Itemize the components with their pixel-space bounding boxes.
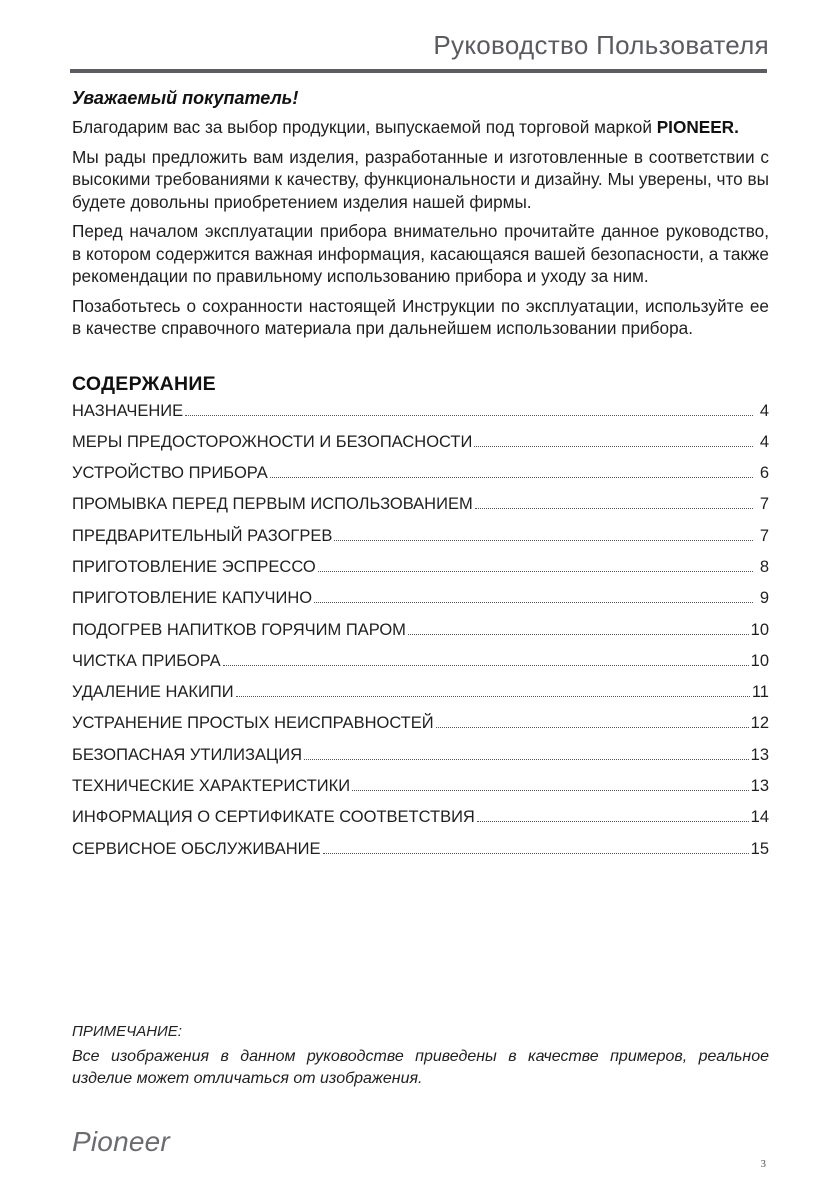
toc-entry-label: ТЕХНИЧЕСКИЕ ХАРАКТЕРИСТИКИ bbox=[72, 777, 351, 796]
toc-entry-label: ПРИГОТОВЛЕНИЕ КАПУЧИНО bbox=[72, 589, 313, 608]
toc-entry-page: 7 bbox=[759, 495, 769, 514]
page-content bbox=[72, 88, 769, 871]
document-title: Руководство Пользователя bbox=[433, 30, 769, 60]
toc-entry-label: БЕЗОПАСНАЯ УТИЛИЗАЦИЯ bbox=[72, 745, 302, 764]
toc-entry[interactable] bbox=[72, 495, 769, 526]
header-divider bbox=[70, 69, 767, 73]
intro-paragraph-3: Перед началом эксплуатации прибора внимательно прочитайте данное руководство, в котором содержится важная информация, касающаяся вашей безопасности, а также рекомендации по правильному использованию прибора и уходу за ним. bbox=[72, 221, 769, 286]
toc-entry[interactable] bbox=[72, 777, 769, 808]
intro-paragraph-1-text: Благодарим вас за выбор продукции, выпускаемой под торговой маркой bbox=[72, 117, 657, 137]
greeting-heading: Уважаемый покупатель! bbox=[72, 88, 299, 108]
toc-leader-dots bbox=[270, 476, 753, 478]
toc-entry-page: 11 bbox=[751, 683, 769, 702]
toc-leader-dots bbox=[475, 507, 753, 509]
toc-entry-page: 9 bbox=[759, 589, 769, 608]
toc-heading: СОДЕРЖАНИЕ bbox=[72, 372, 216, 395]
toc-entry-page: 10 bbox=[750, 620, 769, 639]
toc-entry[interactable] bbox=[72, 652, 769, 683]
toc-entry[interactable] bbox=[72, 714, 769, 745]
toc-entry-label: УСТРАНЕНИЕ ПРОСТЫХ НЕИСПРАВНОСТЕЙ bbox=[72, 714, 434, 733]
toc-leader-dots bbox=[323, 852, 749, 854]
intro-paragraph-1 bbox=[72, 116, 769, 139]
toc-entry-page: 10 bbox=[750, 651, 769, 670]
toc-entry-label: СЕРВИСНОЕ ОБСЛУЖИВАНИЕ bbox=[72, 839, 321, 858]
toc-leader-dots bbox=[334, 539, 753, 541]
toc-entry-label: УДАЛЕНИЕ НАКИПИ bbox=[72, 683, 234, 702]
toc-entry[interactable] bbox=[72, 402, 769, 433]
toc-entry-page: 4 bbox=[759, 401, 769, 420]
toc-entry[interactable] bbox=[72, 589, 769, 620]
toc-entry-page: 14 bbox=[750, 808, 769, 827]
toc-entry-page: 8 bbox=[759, 557, 769, 576]
toc-leader-dots bbox=[352, 789, 749, 791]
toc-leader-dots bbox=[223, 664, 749, 666]
toc-entry[interactable] bbox=[72, 558, 769, 589]
toc-leader-dots bbox=[474, 445, 753, 447]
toc-entry-page: 15 bbox=[750, 839, 769, 858]
toc-entry[interactable] bbox=[72, 527, 769, 558]
toc-leader-dots bbox=[318, 570, 753, 572]
toc-entry[interactable] bbox=[72, 808, 769, 839]
toc-leader-dots bbox=[236, 695, 750, 697]
toc-entry-page: 7 bbox=[759, 526, 769, 545]
toc-entry-label: ПРЕДВАРИТЕЛЬНЫЙ РАЗОГРЕВ bbox=[72, 526, 333, 545]
toc-entry[interactable] bbox=[72, 464, 769, 495]
toc-entry[interactable] bbox=[72, 840, 769, 871]
toc-entry-page: 6 bbox=[759, 464, 769, 483]
toc-leader-dots bbox=[408, 633, 749, 635]
intro-paragraph-2: Мы рады предложить вам изделия, разработанные и изготовленные в соответствии с высокими требованиями к качеству, функциональности и дизайну. Мы уверены, что вы будете довольны приобретением изделия нашей фирмы. bbox=[72, 146, 769, 212]
toc-leader-dots bbox=[436, 726, 749, 728]
toc-entry-page: 4 bbox=[759, 432, 769, 451]
toc-entry-label: ПРОМЫВКА ПЕРЕД ПЕРВЫМ ИСПОЛЬЗОВАНИЕМ bbox=[72, 495, 473, 514]
toc-leader-dots bbox=[314, 601, 753, 603]
toc-entry-label: НАЗНАЧЕНИЕ bbox=[72, 401, 184, 420]
toc-entry[interactable] bbox=[72, 683, 769, 714]
toc-entry-label: ПОДОГРЕВ НАПИТКОВ ГОРЯЧИМ ПАРОМ bbox=[72, 620, 406, 639]
pioneer-logo: Pioneer bbox=[72, 1126, 170, 1157]
toc-entry-label: МЕРЫ ПРЕДОСТОРОЖНОСТИ И БЕЗОПАСНОСТИ bbox=[72, 432, 473, 451]
table-of-contents bbox=[72, 402, 769, 871]
toc-entry[interactable] bbox=[72, 433, 769, 464]
toc-entry-label: ПРИГОТОВЛЕНИЕ ЭСПРЕССО bbox=[72, 557, 316, 576]
page-number: 3 bbox=[760, 1158, 766, 1170]
toc-leader-dots bbox=[185, 414, 753, 416]
brand-name: PIONEER. bbox=[656, 117, 739, 137]
toc-entry-label: УСТРОЙСТВО ПРИБОРА bbox=[72, 464, 268, 483]
toc-entry-label: ЧИСТКА ПРИБОРА bbox=[72, 651, 221, 670]
toc-entry-label: ИНФОРМАЦИЯ О СЕРТИФИКАТЕ СООТВЕТСТВИЯ bbox=[72, 808, 475, 827]
toc-entry-page: 12 bbox=[750, 714, 769, 733]
toc-entry-page: 13 bbox=[750, 745, 769, 764]
toc-entry[interactable] bbox=[72, 746, 769, 777]
toc-leader-dots bbox=[304, 758, 749, 760]
toc-entry[interactable] bbox=[72, 621, 769, 652]
note-label: ПРИМЕЧАНИЕ: bbox=[72, 1023, 182, 1040]
note-text: Все изображения в данном руководстве приведены в качестве примеров, реальное изделие может отличаться от изображения. bbox=[72, 1048, 769, 1087]
toc-leader-dots bbox=[477, 820, 749, 822]
intro-paragraph-4: Позаботьтесь о сохранности настоящей Инструкции по эксплуатации, используйте ее в качестве справочного материала при дальнейшем использовании прибора. bbox=[72, 295, 769, 338]
toc-entry-page: 13 bbox=[750, 777, 769, 796]
